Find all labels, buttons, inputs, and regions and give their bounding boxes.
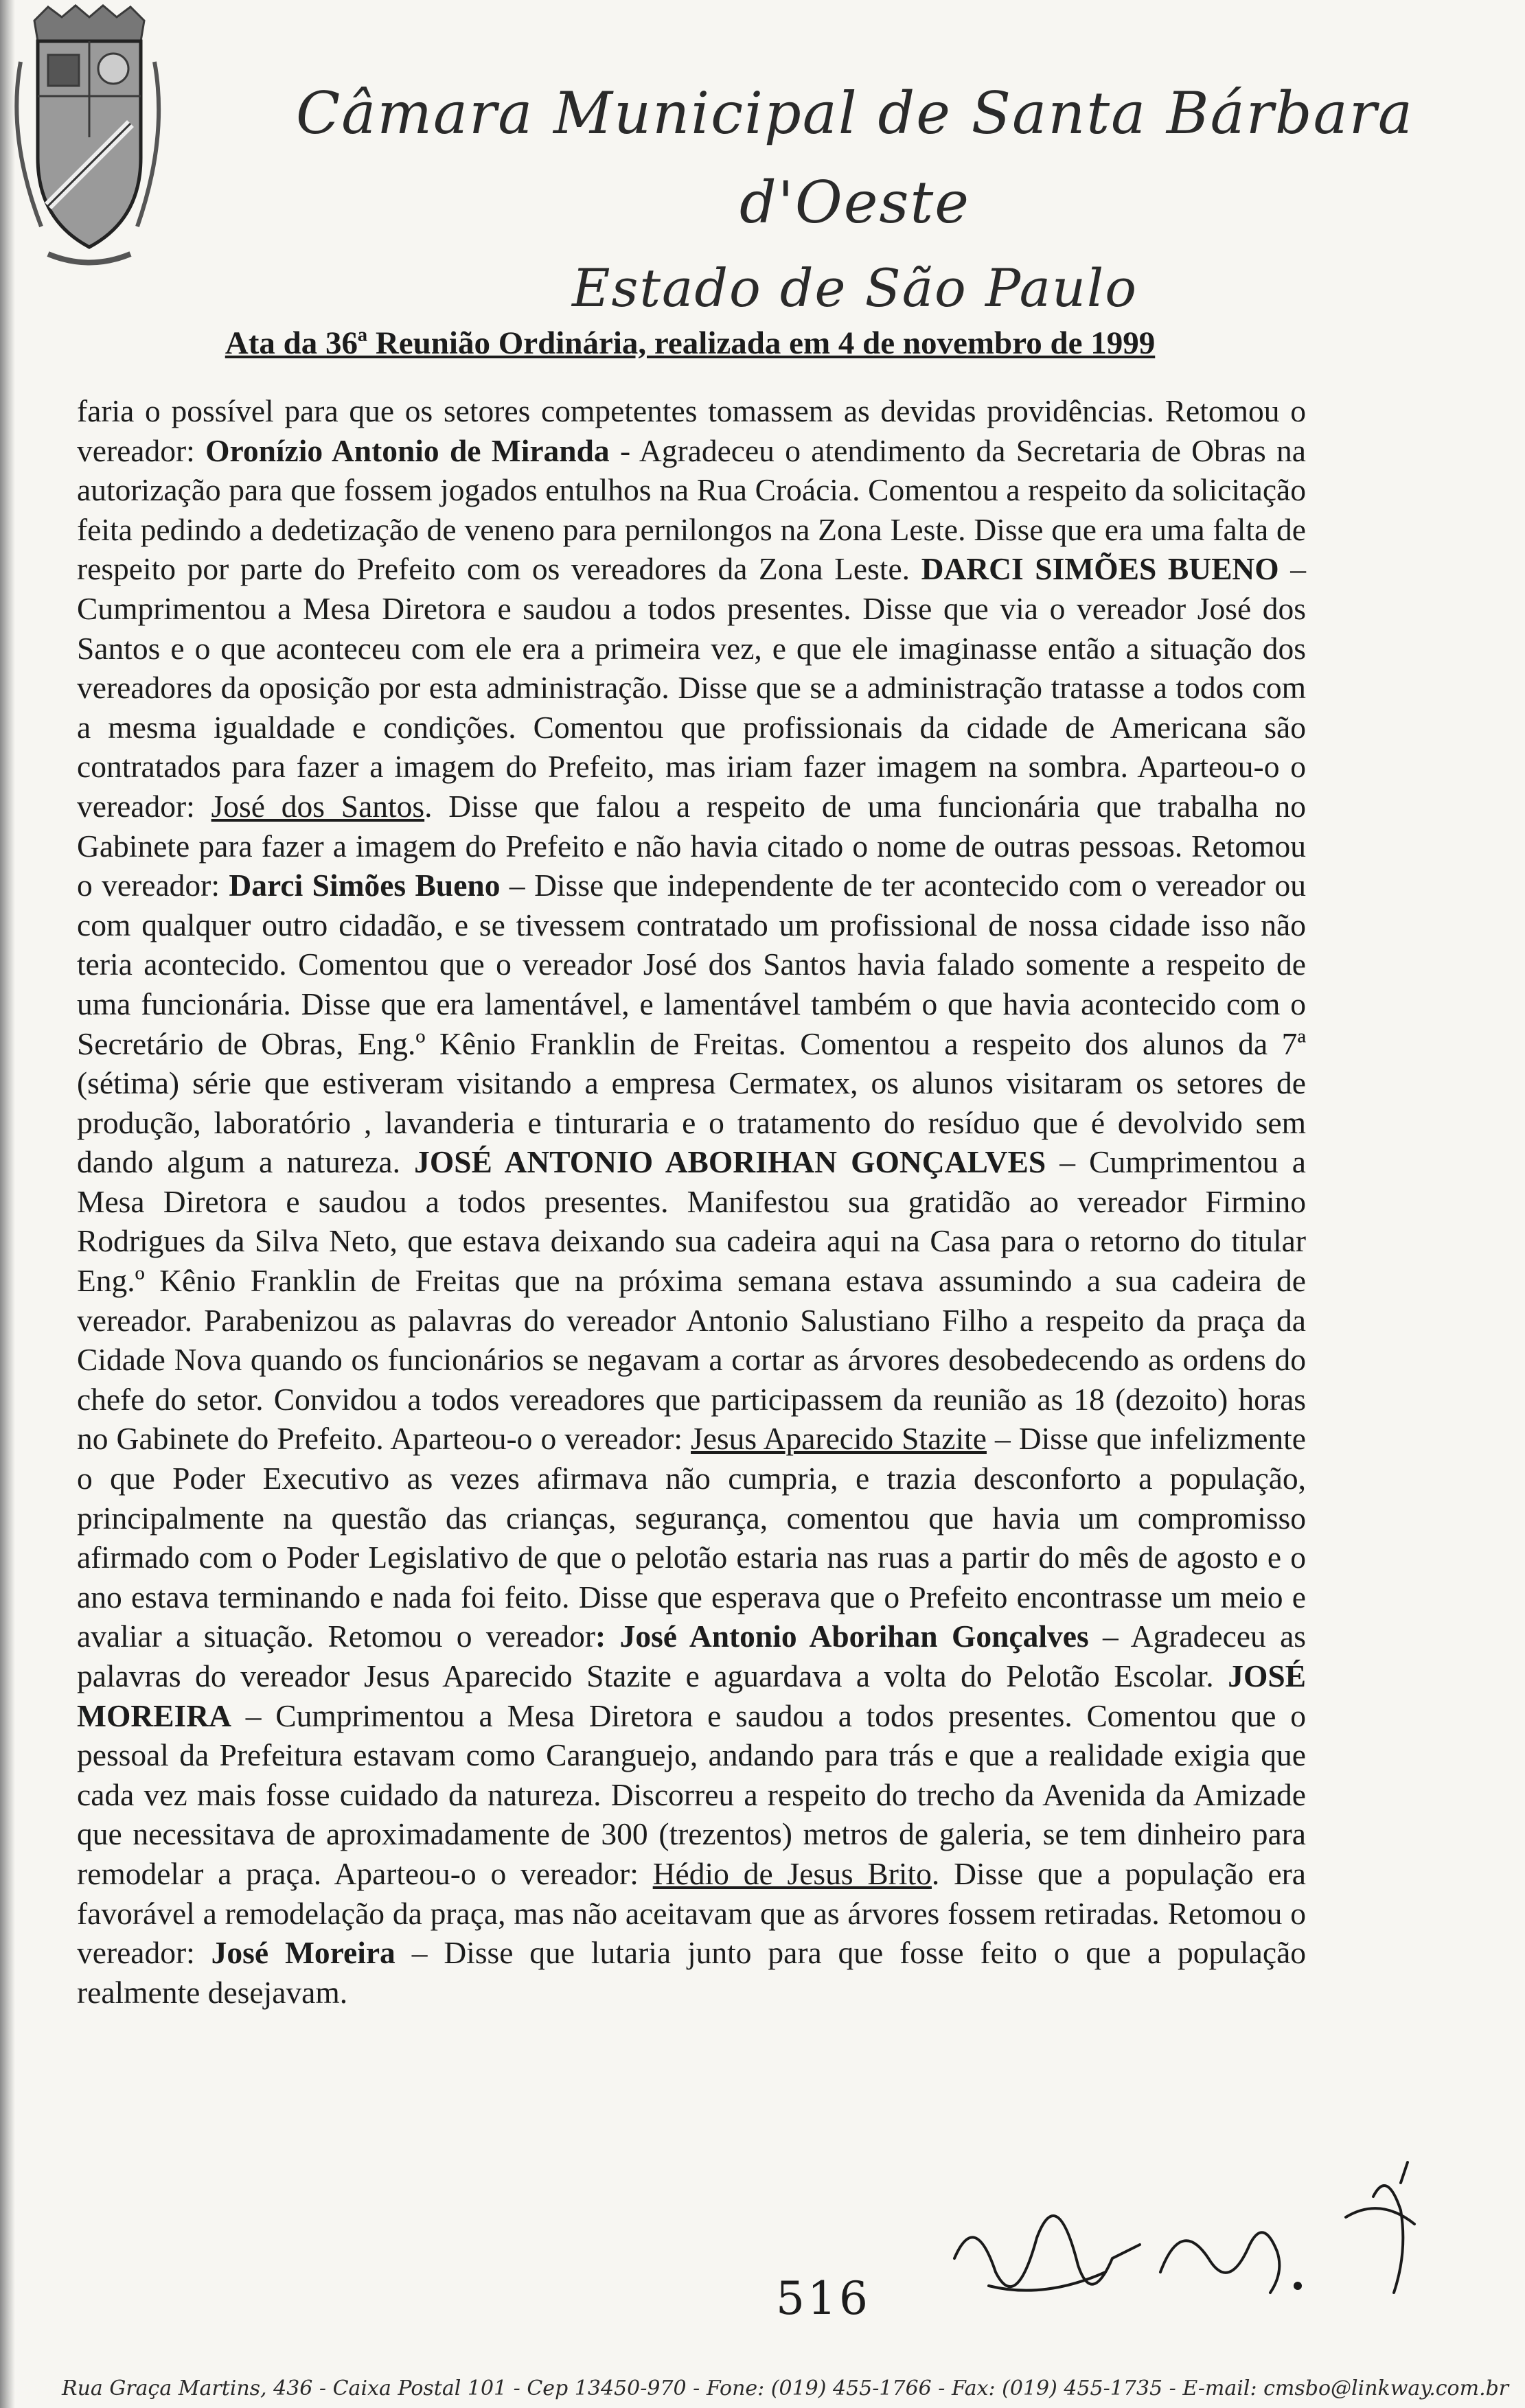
- minutes-text: – Disse que lutaria junto para que fosse feito o que a população realmente desejavam.: [77, 1935, 1307, 2010]
- page-number: 516: [776, 2272, 871, 2325]
- footer-contact-info: Rua Graça Martins, 436 - Caixa Postal 101 - Cep 13450-970 - Fone: (019) 455-1766 - Fax: (019) 455-1735 - E-mail: cmsbo@linkway.com.br: [62, 2376, 1509, 2400]
- speaker-name: JOSÉ MOREIRA: [77, 1658, 1306, 1733]
- speaker-name: : José Antonio Aborihan Gonçalves: [595, 1619, 1089, 1654]
- minutes-text: – Disse que infelizmente o que Poder Executivo as vezes afirmava não cumpria, e trazia desconforto a população, principalmente na questão das crianças, segurança, comentou que havia um compromisso afirmado com o Poder Legislativo de que o pelotão estaria nas ruas a partir do mês de agosto e o ano estava terminando e nada foi feito. Disse que esperava que o Prefeito encontrasse um meio e avaliar a situação. Retomou o vereador: [77, 1421, 1306, 1654]
- minutes-text: – Cumprimentou a Mesa Diretora e saudou a todos presentes. Disse que via o vereador José dos Santos e o que aconteceu com ele era a primeira vez, e que ele imaginasse então a situação dos vereadores da oposição por esta administração. Disse que se a administração tratasse a todos com a mesma igualdade e condições. Comentou que profissionais da cidade de Americana são contratados para fazer a imagem do Prefeito, mas iriam fazer imagem na sombra. Aparteou-o o vereador:: [77, 551, 1307, 824]
- interrupting-speaker-name: Hédio de Jesus Brito: [652, 1855, 932, 1891]
- speaker-name: José Moreira: [211, 1935, 395, 1971]
- speaker-name: Darci Simões Bueno: [229, 868, 501, 903]
- minutes-title: Ata da 36ª Reunião Ordinária, realizada em 4 de novembro de 1999: [225, 325, 1156, 361]
- minutes-text: – Agradeceu as palavras do vereador Jesus Aparecido Stazite e aguardava a volta do Pelotão Escolar.: [77, 1619, 1306, 1693]
- minutes-text: - Agradeceu o atendimento da Secretaria de Obras na autorização para que fossem jogados entulhos na Rua Croácia. Comentou a respeito da solicitação feita pedindo a dedetização de veneno para pernilongos na Zona Leste. Disse que era uma falta de respeito por parte do Prefeito com os vereadores da Zona Leste.: [77, 432, 1306, 587]
- interrupting-speaker-name: José dos Santos: [211, 788, 425, 824]
- speaker-name: DARCI SIMÕES BUENO: [921, 551, 1279, 587]
- handwritten-signatures: [934, 2155, 1456, 2334]
- interrupting-speaker-name: Jesus Aparecido Stazite: [691, 1421, 987, 1457]
- municipal-coat-of-arms-icon: [7, 0, 165, 275]
- speaker-name: JOSÉ ANTONIO ABORIHAN GONÇALVES: [414, 1144, 1046, 1180]
- letterhead-state: Estado de São Paulo: [571, 257, 1138, 319]
- minutes-body: [77, 391, 1306, 2012]
- minutes-text: faria o possível para que os setores competentes tomassem as devidas providências. Retomou o vereador:: [77, 393, 1306, 468]
- binding-edge: [0, 0, 15, 2408]
- letterhead-institution: Câmara Municipal de Santa Bárbara d'Oeste: [296, 80, 1414, 236]
- minutes-paragraph: [77, 391, 1306, 2012]
- minutes-text: . Disse que a população era favorável a remodelação da praça, mas não aceitavam que as árvores fossem retiradas. Retomou o vereador:: [77, 1855, 1306, 1971]
- speaker-name: Oronízio Antonio de Miranda: [205, 432, 610, 468]
- minutes-text: . Disse que falou a respeito de uma funcionária que trabalha no Gabinete para fazer a imagem do Prefeito e não havia citado o nome de outras pessoas. Retomou o vereador:: [77, 788, 1307, 903]
- minutes-text: – Disse que independente de ter acontecido com o vereador ou com qualquer outro cidadão, e se tivessem contratado um profissional de nossa cidade isso não teria acontecido. Comentou que o vereador José dos Santos havia falado somente a respeito de uma funcionária. Disse que era lamentável, e lamentável também o que havia acontecido com o Secretário de Obras, Eng.º Kênio Franklin de Freitas. Comentou a respeito dos alunos da 7ª (sétima) série que estiveram visitando a empresa Cermatex, os alunos visitaram os setores de produção, laboratório , lavanderia e tinturaria e o tratamento do resíduo que é devolvido sem dando algum a natureza.: [77, 868, 1306, 1180]
- letterhead: [227, 69, 1483, 329]
- minutes-text: – Cumprimentou a Mesa Diretora e saudou a todos presentes. Comentou que o pessoal da Prefeitura estavam como Caranguejo, andando para trás e que a realidade exigia que cada vez mais fosse cuidado da natureza. Discorreu a respeito do trecho da Avenida da Amizade que necessitava de aproximadamente de 300 (trezentos) metros de galeria, se tem dinheiro para remodelar a praça. Aparteou-o o vereador:: [77, 1698, 1306, 1891]
- minutes-text: – Cumprimentou a Mesa Diretora e saudou a todos presentes. Manifestou sua gratidão ao vereador Firmino Rodrigues da Silva Neto, que estava deixando sua cadeira aqui na Casa para o retorno do titular Eng.º Kênio Franklin de Freitas que na próxima semana estava assumindo a sua cadeira de vereador. Parabenizou as palavras do vereador Antonio Salustiano Filho a respeito da praça da Cidade Nova quando os funcionários se negavam a cortar as árvores desobedecendo as ordens do chefe do setor. Convidou a todos vereadores que participassem da reunião as 18 (dezoito) horas no Gabinete do Prefeito. Aparteou-o o vereador:: [77, 1144, 1306, 1457]
